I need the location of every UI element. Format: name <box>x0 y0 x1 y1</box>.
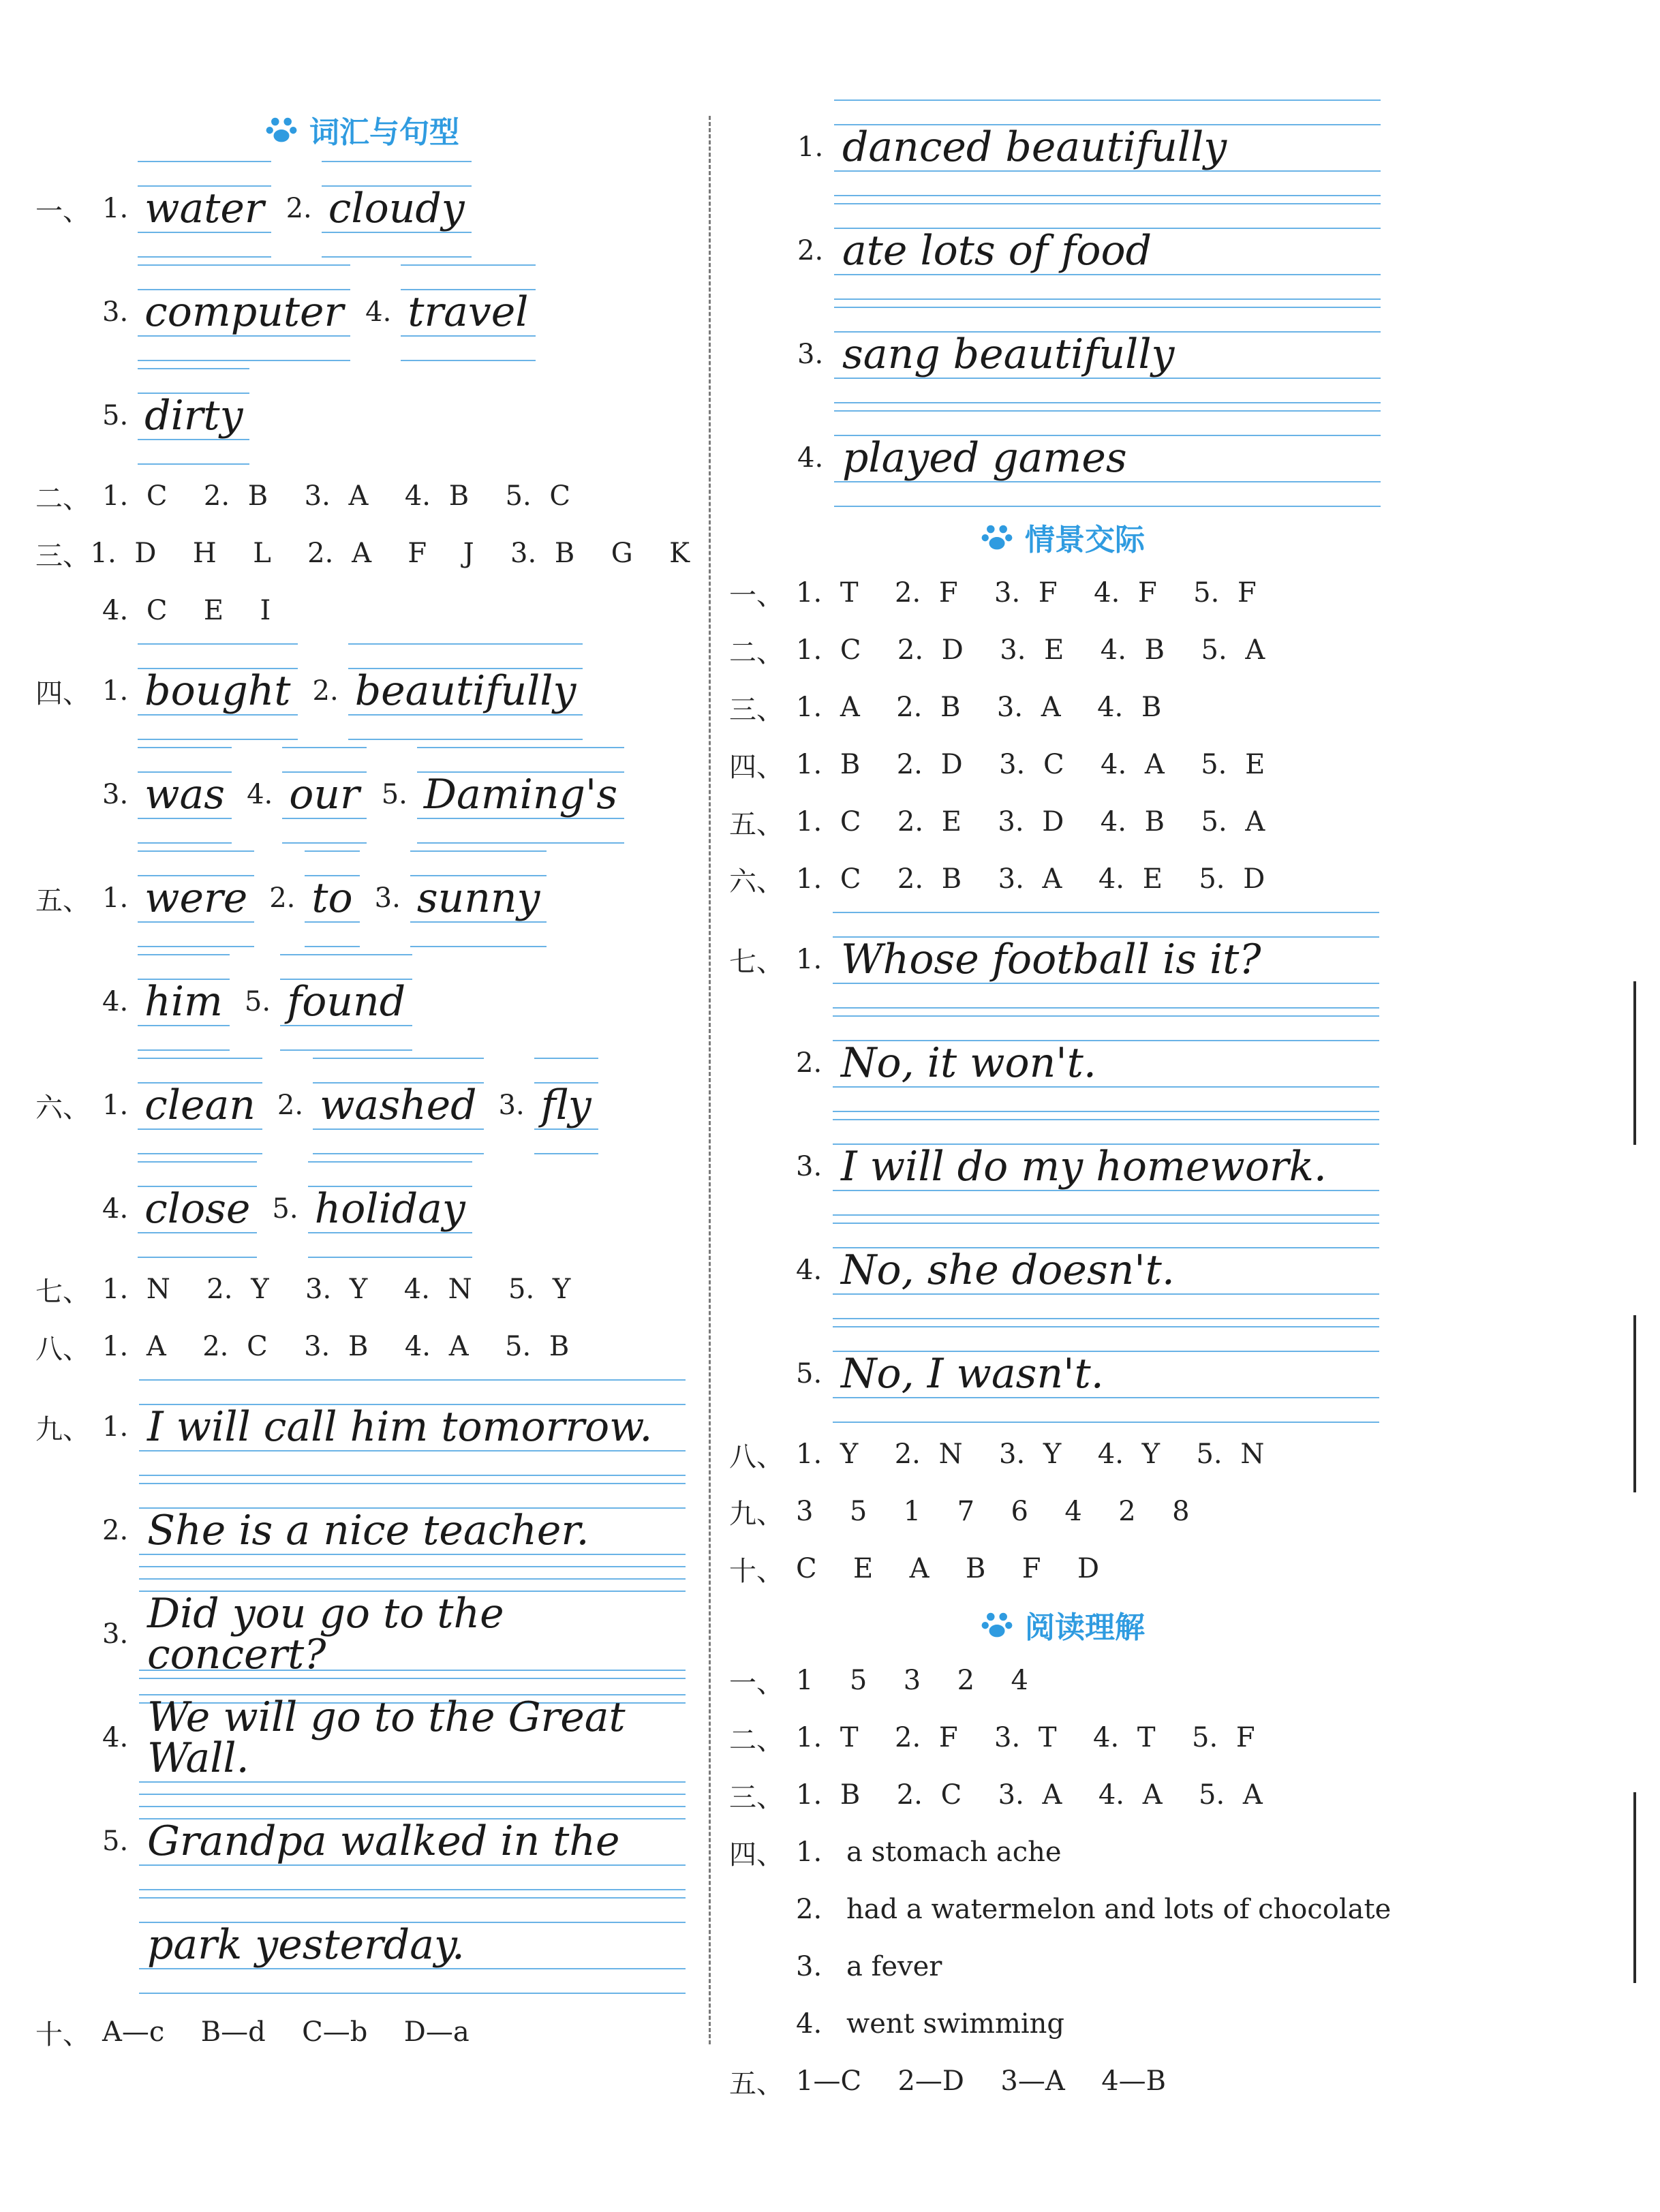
section-label: 四、 <box>729 751 784 783</box>
answer-text: 1 5 3 2 4 <box>796 1665 1028 1696</box>
handwritten-answer: water <box>138 188 271 229</box>
handwritten-answer: holiday <box>308 1188 472 1229</box>
item-number: 2. <box>102 1515 129 1546</box>
handwritten-sentence: Did you go to the concert? <box>139 1593 686 1675</box>
heading-text: 情景交际 <box>1025 523 1145 557</box>
answer-row <box>729 303 1397 406</box>
heading-text: 阅读理解 <box>1025 1610 1145 1645</box>
answer-row <box>35 1375 690 1479</box>
answer-row <box>729 679 1397 736</box>
answer-row <box>35 525 690 582</box>
answer-text: a stomach ache <box>846 1837 1062 1868</box>
answer-row <box>729 1652 1397 1709</box>
paw-icon <box>981 521 1013 553</box>
handwritten-answer: cloudy <box>322 188 472 229</box>
answer-row <box>729 1766 1397 1824</box>
section-label: 一、 <box>729 1667 784 1699</box>
answer-row <box>729 406 1397 510</box>
paw-icon <box>266 114 297 145</box>
answer-text: 1. A 2. B 3. A 4. B <box>796 692 1162 723</box>
section-label: 九、 <box>729 1498 784 1530</box>
section-label: 五、 <box>35 885 90 917</box>
handwritten-answer: beautifully <box>348 671 583 711</box>
paw-icon <box>981 1609 1013 1640</box>
handwritten-sentence: No, she doesn't. <box>833 1250 1379 1291</box>
item-number: 5. <box>244 986 271 1017</box>
answer-row <box>729 1426 1397 1483</box>
answer-row <box>729 1483 1397 1540</box>
section-label: 三、 <box>729 694 784 726</box>
answer-text: 1—C 2—D 3—A 4—B <box>796 2065 1167 2097</box>
answer-row <box>729 1011 1397 1115</box>
section-label: 六、 <box>729 865 784 897</box>
handwritten-answer: him <box>138 981 230 1022</box>
answer-row <box>729 1881 1397 1938</box>
answer-row <box>35 582 690 639</box>
item-number: 4. <box>365 296 392 328</box>
answer-text: 1. D H L 2. A F J 3. B G K <box>90 538 690 569</box>
handwritten-sentence: No, it won't. <box>833 1043 1379 1084</box>
section-label: 九、 <box>35 1413 90 1445</box>
item-number: 1. <box>797 132 824 163</box>
answer-row <box>35 1893 690 1997</box>
handwritten-answer: sang beautifully <box>834 334 1381 375</box>
answer-item <box>277 1081 484 1129</box>
answer-text: went swimming <box>846 2008 1065 2040</box>
item-number: 3. <box>796 1151 823 1182</box>
item-number: 3. <box>102 1618 129 1650</box>
section-heading-reading <box>729 1597 1397 1652</box>
answer-item <box>365 288 535 336</box>
answer-item <box>244 978 412 1026</box>
item-number: 1. <box>102 675 129 707</box>
item-number: 2. <box>796 1047 823 1079</box>
handwritten-answer: Daming's <box>417 774 624 815</box>
item-number: 2. <box>277 1090 304 1121</box>
section-label: 六、 <box>35 1092 90 1124</box>
section-label: 四、 <box>35 677 90 709</box>
scan-edge-mark <box>1633 981 1636 1145</box>
answer-item <box>374 874 547 922</box>
answer-row <box>729 564 1397 621</box>
handwritten-sentence: Whose football is it? <box>833 939 1379 980</box>
item-number: 1. <box>102 1090 129 1121</box>
left-column <box>35 102 690 2061</box>
answer-item <box>247 771 367 818</box>
right-column <box>729 95 1397 2110</box>
item-number: 2. <box>269 882 296 914</box>
item-number: 5. <box>796 1358 823 1389</box>
handwritten-answer: washed <box>313 1085 483 1126</box>
answer-row <box>729 1709 1397 1766</box>
section-label: 八、 <box>35 1333 90 1365</box>
item-number: 5. <box>381 779 408 810</box>
answer-row <box>35 2003 690 2061</box>
item-number: 1. <box>796 1837 823 1868</box>
answer-row <box>35 1157 690 1261</box>
item-number: 2. <box>796 1894 823 1925</box>
section-label: 一、 <box>35 195 90 227</box>
answer-row <box>35 157 690 260</box>
answer-row <box>35 743 690 846</box>
section-label: 七、 <box>729 946 784 978</box>
item-number: 5. <box>102 1826 129 1857</box>
answer-text: 1. N 2. Y 3. Y 4. N 5. Y <box>102 1274 571 1305</box>
item-number: 4. <box>797 442 824 474</box>
answer-row <box>729 1540 1397 1597</box>
answer-text: 1. Y 2. N 3. Y 4. Y 5. N <box>796 1439 1265 1470</box>
handwritten-sentence: I will call him tomorrow. <box>139 1407 686 1447</box>
section-label: 十、 <box>35 2018 90 2050</box>
item-number: 4. <box>102 986 129 1017</box>
answer-item <box>102 288 350 336</box>
answer-row <box>35 364 690 467</box>
answer-row <box>729 199 1397 303</box>
handwritten-sentence: Grandpa walked in the <box>139 1821 686 1862</box>
answer-row <box>35 1789 690 1893</box>
section-label: 十、 <box>729 1555 784 1587</box>
handwritten-sentence: We will go to the Great Wall. <box>139 1697 686 1779</box>
answer-text: 3 5 1 7 6 4 2 8 <box>796 1496 1190 1527</box>
item-number: 4. <box>796 1255 823 1286</box>
handwritten-answer: our <box>282 774 366 815</box>
handwritten-answer: computer <box>138 292 350 333</box>
answer-row <box>35 1054 690 1157</box>
item-number: 3. <box>102 779 129 810</box>
item-number: 1. <box>102 193 129 224</box>
item-number: 2. <box>797 235 824 266</box>
item-number: 2. <box>286 193 312 224</box>
item-number: 3. <box>796 1951 823 1982</box>
answer-row <box>729 1218 1397 1322</box>
section-label: 三、 <box>729 1781 784 1813</box>
section-label: 二、 <box>35 482 90 514</box>
answer-row <box>729 850 1397 908</box>
answer-item <box>381 771 624 818</box>
item-number: 2. <box>312 675 339 707</box>
handwritten-sentence: No, I wasn't. <box>833 1353 1379 1394</box>
answer-row <box>729 736 1397 793</box>
item-number: 4. <box>102 1193 129 1225</box>
heading-text: 词汇与句型 <box>309 115 459 150</box>
answer-text: C E A B F D <box>796 1553 1100 1584</box>
handwritten-answer: sunny <box>410 878 547 919</box>
answer-item <box>102 667 298 715</box>
answer-text: a fever <box>846 1951 942 1982</box>
section-label: 五、 <box>729 808 784 840</box>
handwritten-answer: close <box>138 1188 257 1229</box>
answer-row <box>35 1261 690 1318</box>
section-label: 二、 <box>729 636 784 669</box>
answer-item <box>269 874 359 922</box>
item-number: 1. <box>102 1411 129 1443</box>
handwritten-sentence: park yesterday. <box>139 1924 686 1965</box>
handwritten-sentence: I will do my homework. <box>833 1146 1379 1187</box>
section-label: 四、 <box>729 1839 784 1871</box>
handwritten-answer: clean <box>138 1085 262 1126</box>
section-heading-vocab <box>35 102 690 157</box>
handwritten-answer: danced beautifully <box>834 127 1381 168</box>
answer-text: 1. B 2. D 3. C 4. A 5. E <box>796 749 1265 780</box>
handwritten-answer: fly <box>534 1085 598 1126</box>
section-label: 五、 <box>729 2068 784 2100</box>
answer-text: 1. C 2. B 3. A 4. B 5. C <box>102 480 570 512</box>
scan-edge-mark <box>1633 1792 1636 1983</box>
answer-item <box>272 1185 472 1233</box>
answer-row <box>729 1995 1397 2053</box>
answer-text: A—c B—d C—b D—a <box>102 2016 470 2048</box>
answer-text: 1. C 2. E 3. D 4. B 5. A <box>796 806 1265 838</box>
answer-row <box>729 793 1397 850</box>
section-label: 二、 <box>729 1724 784 1756</box>
column-divider <box>709 116 711 2044</box>
item-number: 3. <box>102 296 129 328</box>
section-label: 七、 <box>35 1276 90 1308</box>
answer-row <box>729 1824 1397 1881</box>
item-number: 3. <box>374 882 401 914</box>
handwritten-answer: dirty <box>138 395 249 436</box>
item-number: 3. <box>797 339 824 370</box>
handwritten-answer: to <box>305 878 359 919</box>
scan-edge-mark <box>1633 1315 1636 1492</box>
handwritten-answer: played games <box>834 437 1381 478</box>
answer-row <box>35 639 690 743</box>
answer-row <box>35 467 690 525</box>
answer-row <box>35 950 690 1054</box>
answer-text: 1. T 2. F 3. F 4. F 5. F <box>796 577 1257 609</box>
answer-row <box>729 1115 1397 1218</box>
answer-text: 1. C 2. D 3. E 4. B 5. A <box>796 634 1265 666</box>
item-number: 4. <box>247 779 273 810</box>
handwritten-answer: were <box>138 878 254 919</box>
answer-text: 4. C E I <box>102 595 271 626</box>
answer-item <box>102 1185 257 1233</box>
item-number: 1. <box>102 882 129 914</box>
handwritten-answer: found <box>280 981 412 1022</box>
answer-row <box>35 260 690 364</box>
answer-row <box>729 2053 1397 2110</box>
answer-item <box>102 185 271 232</box>
answer-item <box>102 874 254 922</box>
answer-item <box>102 392 249 440</box>
answer-text: 1. T 2. F 3. T 4. T 5. F <box>796 1722 1255 1753</box>
answer-text: had a watermelon and lots of chocolate <box>846 1894 1392 1925</box>
answer-item <box>102 978 230 1026</box>
section-heading-dialogue <box>729 510 1397 564</box>
answer-text: 1. C 2. B 3. A 4. E 5. D <box>796 863 1265 895</box>
answer-text: 1. B 2. C 3. A 4. A 5. A <box>796 1779 1263 1811</box>
answer-row <box>35 1686 690 1789</box>
item-number: 5. <box>102 400 129 431</box>
handwritten-answer: bought <box>138 671 297 711</box>
handwritten-answer: was <box>138 774 232 815</box>
answer-item <box>312 667 583 715</box>
item-number: 3. <box>498 1090 525 1121</box>
handwritten-answer: ate lots of food <box>834 230 1381 271</box>
answer-item <box>498 1081 598 1129</box>
answer-item <box>102 1081 262 1129</box>
item-number: 4. <box>796 2008 823 2040</box>
answer-item <box>102 771 232 818</box>
answer-row <box>35 846 690 950</box>
item-number: 4. <box>102 1722 129 1753</box>
answer-row <box>729 1938 1397 1995</box>
item-number: 1. <box>796 944 823 975</box>
answer-row <box>729 95 1397 199</box>
answer-row <box>35 1318 690 1375</box>
answer-row <box>729 621 1397 679</box>
section-label: 一、 <box>729 579 784 611</box>
section-label: 三、 <box>35 540 90 572</box>
item-number: 5. <box>272 1193 298 1225</box>
handwritten-sentence: She is a nice teacher. <box>139 1510 686 1551</box>
section-label: 八、 <box>729 1441 784 1473</box>
answer-row <box>729 1322 1397 1426</box>
answer-item <box>286 185 472 232</box>
answer-text: 1. A 2. C 3. B 4. A 5. B <box>102 1331 570 1362</box>
handwritten-answer: travel <box>401 292 535 333</box>
answer-row <box>729 908 1397 1011</box>
